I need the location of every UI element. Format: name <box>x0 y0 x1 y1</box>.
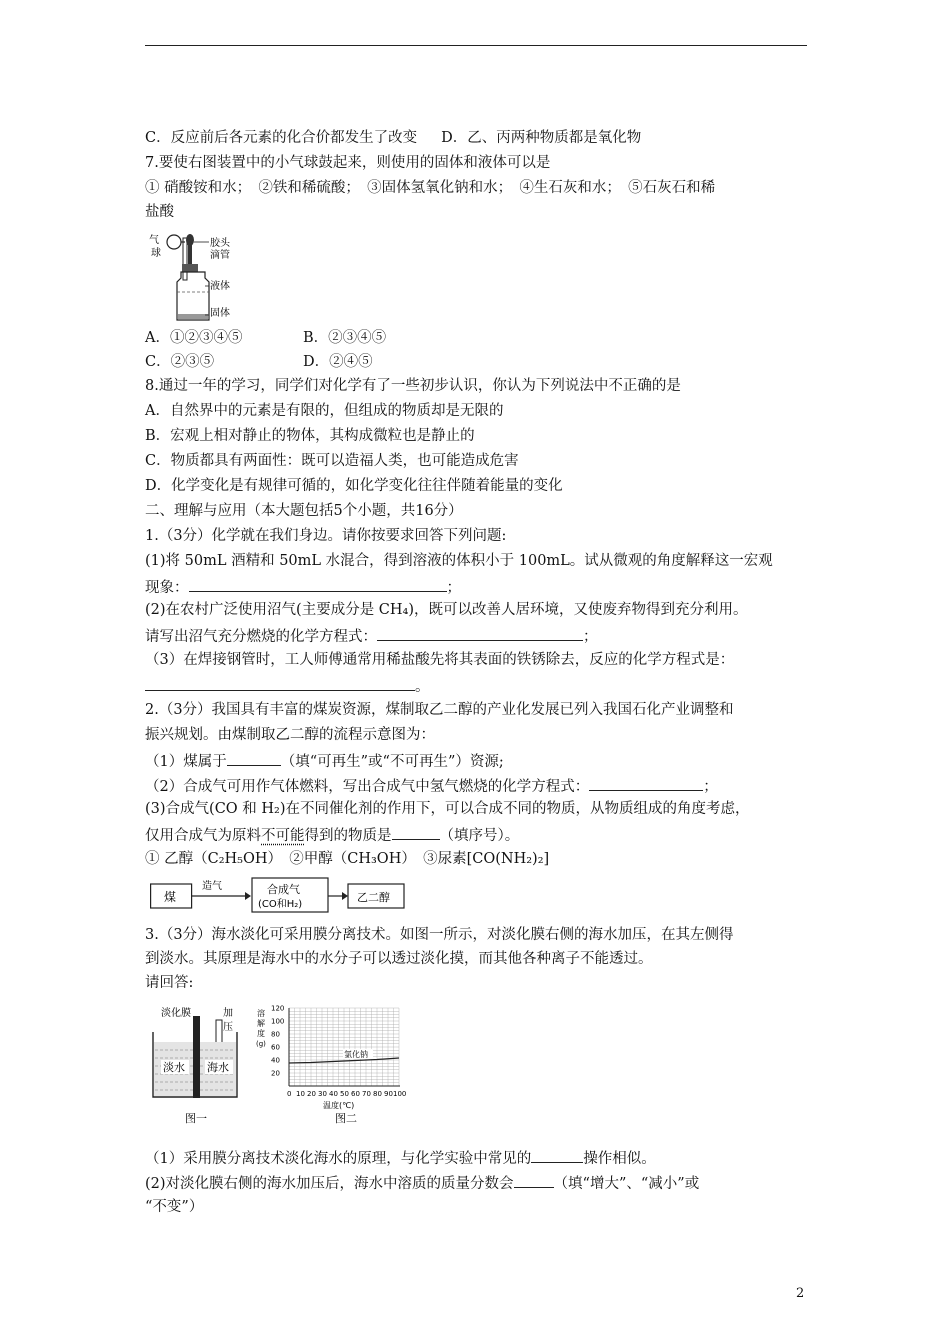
fig1-pressure-label-1: 加 <box>223 1008 233 1019</box>
p2-s3-line2 <box>145 824 519 846</box>
p2-s1-answer-blank[interactable] <box>227 750 281 766</box>
p3-s2-line2: “不变”） <box>145 1199 204 1215</box>
q6-options <box>145 128 641 148</box>
q7-stem: 7.要使右图装置中的小气球鼓起来，则使用的固体和液体可以是 <box>145 155 551 171</box>
p2-s2-answer-blank[interactable] <box>589 775 703 791</box>
fig2-xtick-label: 10 <box>296 1090 305 1098</box>
p2-stem-line1: 2.（3分）我国具有丰富的煤炭资源，煤制取乙二醇的产业化发展已列入我国石化产业调整和 <box>145 702 734 718</box>
fig2-xtick-label: 40 <box>329 1090 338 1098</box>
fig2-xtick-label: 60 <box>351 1090 360 1098</box>
fig2-xtick-label: 90 <box>384 1090 393 1098</box>
fig2-ytick-label: 120 <box>271 1004 285 1013</box>
p3-s2-prefix: (2)对淡化膜右侧的海水加压后，海水中溶质的质量分数会 <box>145 1176 514 1192</box>
flow-coal: 煤 <box>164 890 177 904</box>
q7-label-liquid: 液体 <box>210 281 230 292</box>
p2-s3-answer-blank[interactable] <box>392 824 440 840</box>
section-title: 二、理解与应用（本大题包括5个小题，共16分） <box>145 503 463 519</box>
q7-option-d: D．②④⑤ <box>303 354 373 370</box>
p3-s1-prefix: （1）采用膜分离技术淡化海水的原理，与化学实验中常见的 <box>145 1151 532 1167</box>
fig2-xtick-label: 80 <box>373 1090 382 1098</box>
q7-apparatus-figure <box>147 230 242 325</box>
q8-option-d: D．化学变化是有规律可循的，如化学变化往往伴随着能量的变化 <box>145 478 563 494</box>
p1-stem: 1.（3分）化学就在我们身边。请你按要求回答下列问题: <box>145 528 507 544</box>
fig1-membrane-label: 淡化膜 <box>161 1008 191 1019</box>
fig2-ylabel-4: (g) <box>256 1040 266 1048</box>
q7-label-balloon-1: 气 <box>149 235 159 246</box>
q7-choices-line1: ① 硝酸铵和水； ②铁和稀硫酸； ③固体氢氧化钠和水； ④生石灰和水； ⑤石灰石和稀 <box>145 180 716 196</box>
p2-s2 <box>145 775 718 797</box>
q7-label-solid: 固体 <box>210 308 230 319</box>
q8-option-c: C．物质都具有两面性：既可以造福人类，也可能造成危害 <box>145 453 519 469</box>
p1-s2-line1: (2)在农村广泛使用沼气(主要成分是 CH₄)，既可以改善人居环境，又使废弃物得到充分利用。 <box>145 602 748 618</box>
p1-s2-prefix: 请写出沼气充分燃烧的化学方程式： <box>145 629 377 645</box>
p1-s3-line2 <box>145 675 430 697</box>
q8-stem: 8.通过一年的学习，同学们对化学有了一些初步认识，你认为下列说法中不正确的是 <box>145 378 681 394</box>
q8-option-b: B．宏观上相对静止的物体，其构成微粒也是静止的 <box>145 428 475 444</box>
fig2-xtick-label: 20 <box>307 1090 316 1098</box>
p2-s1-suffix: （填“可再生”或“不可再生”）资源; <box>280 754 504 770</box>
fig2-curve-label: 氯化钠 <box>344 1050 368 1059</box>
p1-s1-answer-blank[interactable] <box>189 576 447 592</box>
p2-s3-emphasis: 不可能 <box>261 828 305 844</box>
p1-s2-suffix: ； <box>583 629 598 645</box>
header-rule <box>145 45 807 46</box>
p3-stem-line3: 请回答: <box>145 975 194 991</box>
page-number: 2 <box>796 1286 805 1301</box>
fig2-xtick-label: 100 <box>393 1090 407 1098</box>
p3-s2-suffix: （填“增大”、“减小”或 <box>553 1176 700 1192</box>
p3-figure1-membrane <box>145 1002 250 1127</box>
p2-s3-line1: (3)合成气(CO 和 H₂)在不同催化剂的作用下，可以合成不同的物质，从物质组成的角度考虑， <box>145 801 750 817</box>
p2-choices: ① 乙醇（C₂H₅OH） ②甲醇（CH₃OH） ③尿素[CO(NH₂)₂] <box>145 851 550 867</box>
p3-stem-line1: 3.（3分）海水淡化可采用膜分离技术。如图一所示，对淡化膜右侧的海水加压，在其左侧得 <box>145 927 734 943</box>
p1-s3-answer-blank[interactable] <box>145 675 415 691</box>
p2-s2-suffix: ； <box>703 779 718 795</box>
p2-stem-line2: 振兴规划。由煤制取乙二醇的流程示意图为： <box>145 727 435 743</box>
p3-stem-line2: 到淡水。其原理是海水中的水分子可以透过淡化摸，而其他各种离子不能透过。 <box>145 951 653 967</box>
p1-s3-line1: （3）在焊接钢管时，工人师傅通常用稀盐酸先将其表面的铁锈除去，反应的化学方程式是： <box>145 652 735 668</box>
p2-flow-diagram <box>150 876 430 914</box>
p1-s1-line1: (1)将 50mL 酒精和 50mL 水混合，得到溶液的体积小于 100mL。试从微观的角度解释这一宏观 <box>145 553 773 569</box>
p2-s3-mid: 得到的物质是 <box>304 828 392 844</box>
fig2-ytick-label: 100 <box>271 1017 285 1026</box>
fig2-caption: 图二 <box>335 1112 357 1125</box>
fig2-ylabel-3: 度 <box>257 1029 265 1038</box>
p1-s3-suffix: 。 <box>415 679 430 695</box>
fig1-caption: 图一 <box>185 1112 207 1125</box>
p1-s1-suffix: ； <box>446 580 461 596</box>
q7-option-b: B．②③④⑤ <box>303 330 387 346</box>
fig2-ytick-label: 60 <box>271 1043 280 1052</box>
fig1-sea-label: 海水 <box>207 1061 229 1074</box>
q7-label-balloon-2: 球 <box>151 248 161 259</box>
q7-choices-line2: 盐酸 <box>145 204 174 220</box>
fig2-ytick-label: 40 <box>271 1056 280 1065</box>
q7-option-a: A．①②③④⑤ <box>145 330 243 346</box>
fig2-ytick-label: 20 <box>271 1069 280 1078</box>
p2-s1 <box>145 750 504 772</box>
p2-s2-prefix: （2）合成气可用作气体燃料，写出合成气中氢气燃烧的化学方程式： <box>145 779 590 795</box>
q8-option-a: A．自然界中的元素是有限的，但组成的物质却是无限的 <box>145 403 504 419</box>
fig2-xtick-label: 50 <box>340 1090 349 1098</box>
p1-s1-line2 <box>145 576 461 598</box>
fig2-xtick-label: 30 <box>318 1090 327 1098</box>
p2-s3-prefix: 仅用合成气为原料 <box>145 828 261 844</box>
q6-option-c: C．反应前后各元素的化合价都发生了改变 <box>145 130 418 146</box>
q7-options-ab <box>145 328 386 348</box>
q6-option-d: D．乙、丙两种物质都是氧化物 <box>441 130 642 146</box>
p3-figure2-solubility-chart <box>255 1002 425 1127</box>
fig2-ytick-label: 80 <box>271 1030 280 1039</box>
p1-s2-line2 <box>145 625 598 647</box>
p3-s2 <box>145 1172 699 1194</box>
q7-options-cd <box>145 352 373 372</box>
p2-s1-prefix: （1）煤属于 <box>145 754 227 770</box>
q7-option-c: C．②③⑤ <box>145 354 215 370</box>
fig1-fresh-label: 淡水 <box>163 1061 185 1074</box>
p3-s1-suffix: 操作相似。 <box>583 1151 656 1167</box>
p3-s1 <box>145 1147 656 1169</box>
flow-product: 乙二醇 <box>357 891 390 904</box>
fig1-pressure-label-2: 压 <box>223 1022 233 1033</box>
flow-arrow-label: 造气 <box>202 881 222 892</box>
p1-s1-prefix: 现象： <box>145 580 189 596</box>
p2-s3-suffix: （填序号）。 <box>439 828 520 844</box>
q7-label-dropper1: 胶头 <box>210 238 230 249</box>
p3-s1-answer-blank[interactable] <box>531 1147 583 1163</box>
flow-syngas: 合成气 <box>267 883 300 896</box>
fig2-ylabel-1: 溶 <box>257 1009 265 1018</box>
fig2-xtick-label: 0 <box>287 1090 292 1098</box>
p3-s2-answer-blank[interactable] <box>514 1172 554 1188</box>
fig2-xlabel: 温度(℃) <box>323 1101 355 1110</box>
q7-label-dropper2: 滴管 <box>210 250 230 261</box>
fig2-xtick-label: 70 <box>362 1090 371 1098</box>
fig2-ylabel-2: 解 <box>257 1019 265 1028</box>
flow-syngas-formula: (CO和H₂) <box>258 899 303 910</box>
p1-s2-answer-blank[interactable] <box>377 625 583 641</box>
